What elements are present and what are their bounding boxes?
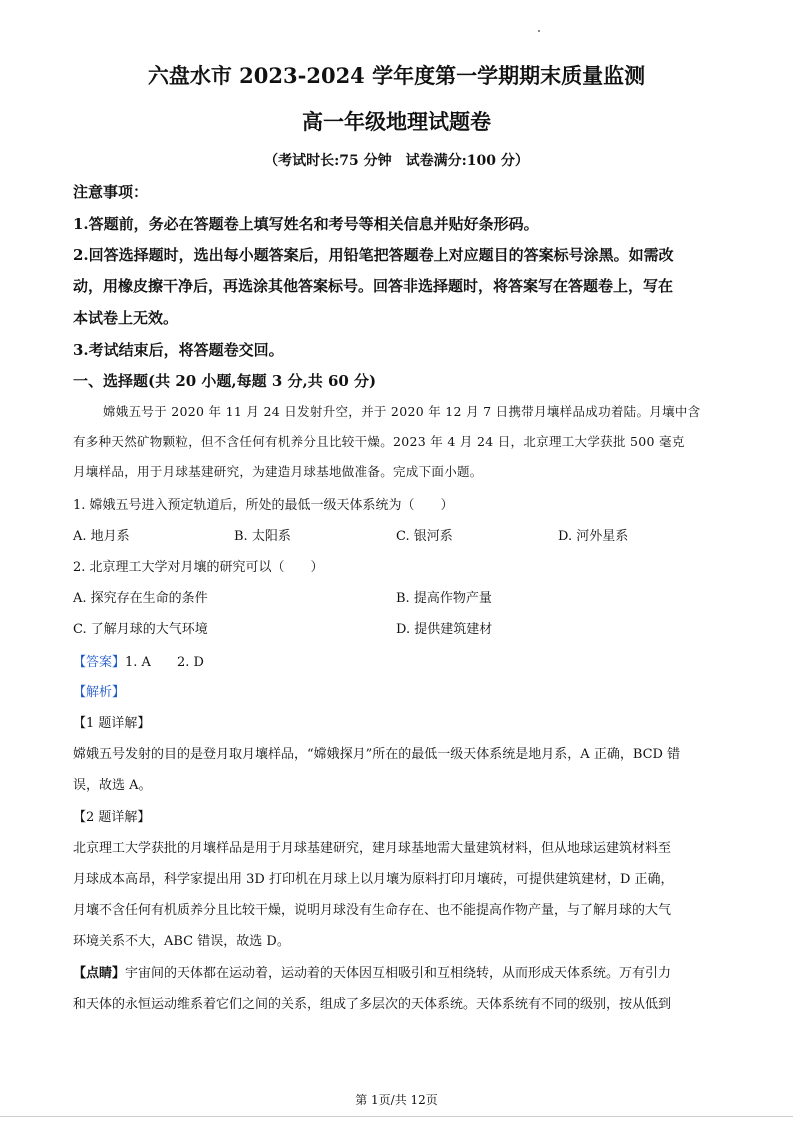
page-bottom-divider [0, 1116, 793, 1117]
notice-item: 本试卷上无效。 [73, 309, 179, 327]
answer-line [73, 651, 204, 670]
exam-info: （考试时长:75 分钟 试卷满分:100 分） [264, 153, 529, 169]
commentary-line: 和天体的永恒运动维系着它们之间的关系，组成了多层次的天体系统。天体系统有不同的级别，按从低到 [73, 997, 672, 1012]
commentary-label: 【点睛】 [73, 966, 126, 981]
question-2-stem: 2. 北京理工大学对月壤的研究可以（ ） [73, 560, 324, 575]
q2-option-b: B. 提高作物产量 [396, 591, 492, 606]
q1-option-d: D. 河外星系 [558, 529, 629, 544]
exam-title-line2: 高一年级地理试题卷 [302, 109, 491, 134]
commentary-text: 宇宙间的天体都在运动着，运动着的天体因互相吸引和互相绕转，从而形成天体系统。万有引力 [125, 966, 672, 981]
answer-label: 【答案】 [73, 655, 126, 670]
passage-line: 嫦娥五号于 2020 年 11 月 24 日发射升空，并于 2020 年 12 月 7 日携带月壤样品成功着陆。月壤中含 [103, 404, 701, 419]
section-heading: 一、选择题(共 20 小题,每题 3 分,共 60 分) [73, 372, 377, 390]
q1-detail-heading: 【1 题详解】 [73, 716, 151, 731]
notice-item: 1.答题前，务必在答题卷上填写姓名和考号等相关信息并贴好条形码。 [73, 215, 539, 233]
notice-item: 2.回答选择题时，选出每小题答案后，用铅笔把答题卷上对应题目的答案标号涂黑。如需改 [73, 246, 674, 264]
q1-detail-line: 误，故选 A。 [73, 778, 152, 793]
q2-detail-line: 环境关系不大，ABC 错误，故选 D。 [73, 934, 290, 949]
commentary-line [73, 962, 671, 981]
q2-detail-heading: 【2 题详解】 [73, 810, 151, 825]
q2-detail-line: 月壤不含任何有机质养分且比较干燥，说明月球没有生命存在、也不能提高作物产量，与了解月球的大气 [73, 903, 672, 918]
q2-detail-line: 北京理工大学获批的月壤样品是用于月球基建研究，建月球基地需大量建筑材料，但从地球运建筑材料至 [73, 841, 672, 856]
analysis-label: 【解析】 [73, 685, 126, 700]
question-1-stem: 1. 嫦娥五号进入预定轨道后，所处的最低一级天体系统为（ ） [73, 498, 454, 513]
q1-option-a: A. 地月系 [73, 529, 130, 544]
passage-line: 有多种天然矿物颗粒，但不含任何有机养分且比较干燥。2023 年 4 月 24 日，北京理工大学获批 500 毫克 [73, 434, 685, 449]
q2-option-d: D. 提供建筑建材 [396, 622, 493, 637]
exam-title-line1: 六盘水市 2023-2024 学年度第一学期期末质量监测 [147, 63, 646, 88]
page-number: 第 1页/共 12页 [355, 1093, 438, 1107]
notice-heading: 注意事项： [73, 183, 149, 201]
q2-detail-line: 月球成本高昂，科学家提出用 3D 打印机在月球上以月壤为原料打印月壤砖，可提供建筑建材，D 正确， [73, 872, 674, 887]
q1-detail-line: 嫦娥五号发射的目的是登月取月壤样品，“嫦娥探月”所在的最低一级天体系统是地月系，A 正确，BCD 错 [73, 747, 681, 762]
q2-option-c: C. 了解月球的大气环境 [73, 622, 208, 637]
q2-option-a: A. 探究存在生命的条件 [73, 591, 208, 606]
q1-option-b: B. 太阳系 [234, 529, 291, 544]
answer-text: 1. A 2. D [125, 655, 204, 670]
notice-item: 3.考试结束后，将答题卷交回。 [73, 341, 284, 359]
q1-option-c: C. 银河系 [396, 529, 453, 544]
passage-line: 月壤样品，用于月球基建研究，为建造月球基地做准备。完成下面小题。 [73, 464, 483, 479]
notice-item: 动，用橡皮擦干净后，再选涂其他答案标号。回答非选择题时，将答案写在答题卷上，写在 [73, 277, 674, 295]
stray-dot [538, 30, 540, 32]
